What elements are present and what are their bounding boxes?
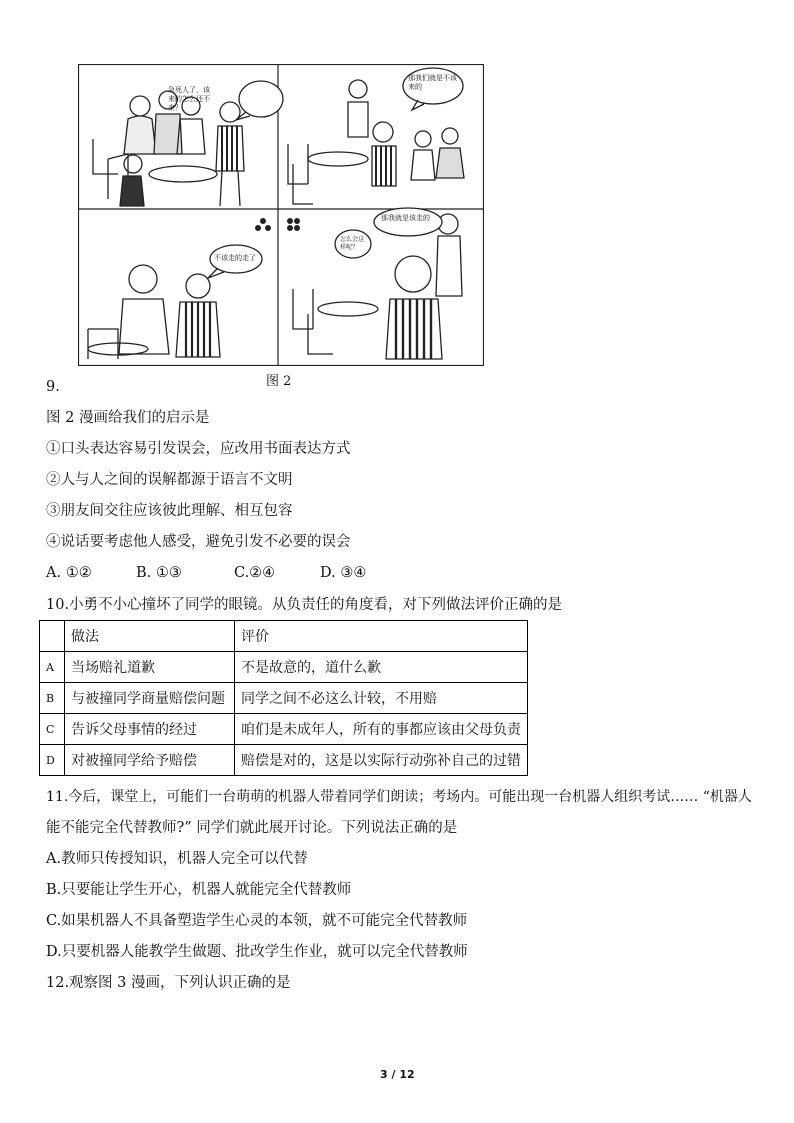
question-11-stem-line-1: 11.今后，课堂上，可能们一台萌萌的机器人带着同学们朗读；考场内。可能出现一台机器人组织考试…… “机器人 xyxy=(46,789,752,805)
question-9-choice-b: B. ①③ xyxy=(136,565,182,581)
table-cell-action: 与被撞同学商量赔偿问题 xyxy=(65,683,235,714)
table-cell-action: 对被撞同学给予赔偿 xyxy=(65,745,235,776)
table-cell-label: A xyxy=(40,652,65,683)
comic-figure xyxy=(78,64,484,366)
question-9-option-3: ③朋友间交往应该彼此理解、相互包容 xyxy=(46,503,293,519)
table-cell-action: 告诉父母事情的经过 xyxy=(65,714,235,745)
comic-bubble-2: 那我们就是不该来的 xyxy=(408,74,457,91)
comic-bubble-3: 不该走的走了 xyxy=(214,254,256,262)
question-9-option-4: ④说话要考虑他人感受，避免引发不必要的误会 xyxy=(46,534,351,550)
question-9-choice-d: D. ③④ xyxy=(320,565,367,581)
table-cell-evaluation: 同学之间不必这么计较，不用赔 xyxy=(235,683,528,714)
table-header-row xyxy=(40,621,528,652)
question-9-option-2: ②人与人之间的误解都源于语言不文明 xyxy=(46,472,293,488)
table-row xyxy=(40,745,528,776)
question-12-stem: 12.观察图 3 漫画，下列认识正确的是 xyxy=(46,975,291,991)
comic-bubble-4: 那我就是该走的 xyxy=(381,214,430,222)
question-11-option-a: A.教师只传授知识，机器人完全可以代替 xyxy=(46,851,308,867)
table-cell-label: C xyxy=(40,714,65,745)
table-cell-evaluation: 赔偿是对的，这是以实际行动弥补自己的过错 xyxy=(235,745,528,776)
comic-bubble-5: 怎么会这样呢？ xyxy=(340,236,365,251)
table-row xyxy=(40,714,528,745)
question-10-table xyxy=(39,620,528,776)
table-header-cell: 做法 xyxy=(65,621,235,652)
question-11-option-b: B.只要能让学生开心，机器人就能完全代替教师 xyxy=(46,882,352,898)
question-11-option-c: C.如果机器人不具备塑造学生心灵的本领，就不可能完全代替教师 xyxy=(46,913,468,929)
figure-caption: 图 2 xyxy=(266,374,292,389)
question-11-stem-line-2: 能不能完全代替教师?” 同学们就此展开讨论。下列说法正确的是 xyxy=(46,820,458,836)
table-header-cell: 评价 xyxy=(235,621,528,652)
comic-bubble-1: 急死人了，该来的怎么还不来？ xyxy=(168,86,210,112)
question-9-stem: 图 2 漫画给我们的启示是 xyxy=(46,410,210,426)
page-number: 3 / 12 xyxy=(380,1068,415,1081)
question-9-option-1: ①口头表达容易引发误会，应改用书面表达方式 xyxy=(46,441,351,457)
table-cell-evaluation: 咱们是未成年人，所有的事都应该由父母负责 xyxy=(235,714,528,745)
table-header-cell xyxy=(40,621,65,652)
question-9-choice-c: C.②④ xyxy=(234,565,276,581)
table-cell-label: D xyxy=(40,745,65,776)
question-9-number: 9. xyxy=(46,379,60,395)
table-cell-action: 当场赔礼道歉 xyxy=(65,652,235,683)
question-10-stem: 10.小勇不小心撞坏了同学的眼镜。从负责任的角度看，对下列做法评价正确的是 xyxy=(46,597,563,613)
table-cell-label: B xyxy=(40,683,65,714)
table-row xyxy=(40,652,528,683)
question-9-choice-a: A. ①② xyxy=(46,565,92,581)
question-11-option-d: D.只要机器人能教学生做题、批改学生作业，就可以完全代替教师 xyxy=(46,944,468,960)
table-cell-evaluation: 不是故意的，道什么歉 xyxy=(235,652,528,683)
table-row xyxy=(40,683,528,714)
